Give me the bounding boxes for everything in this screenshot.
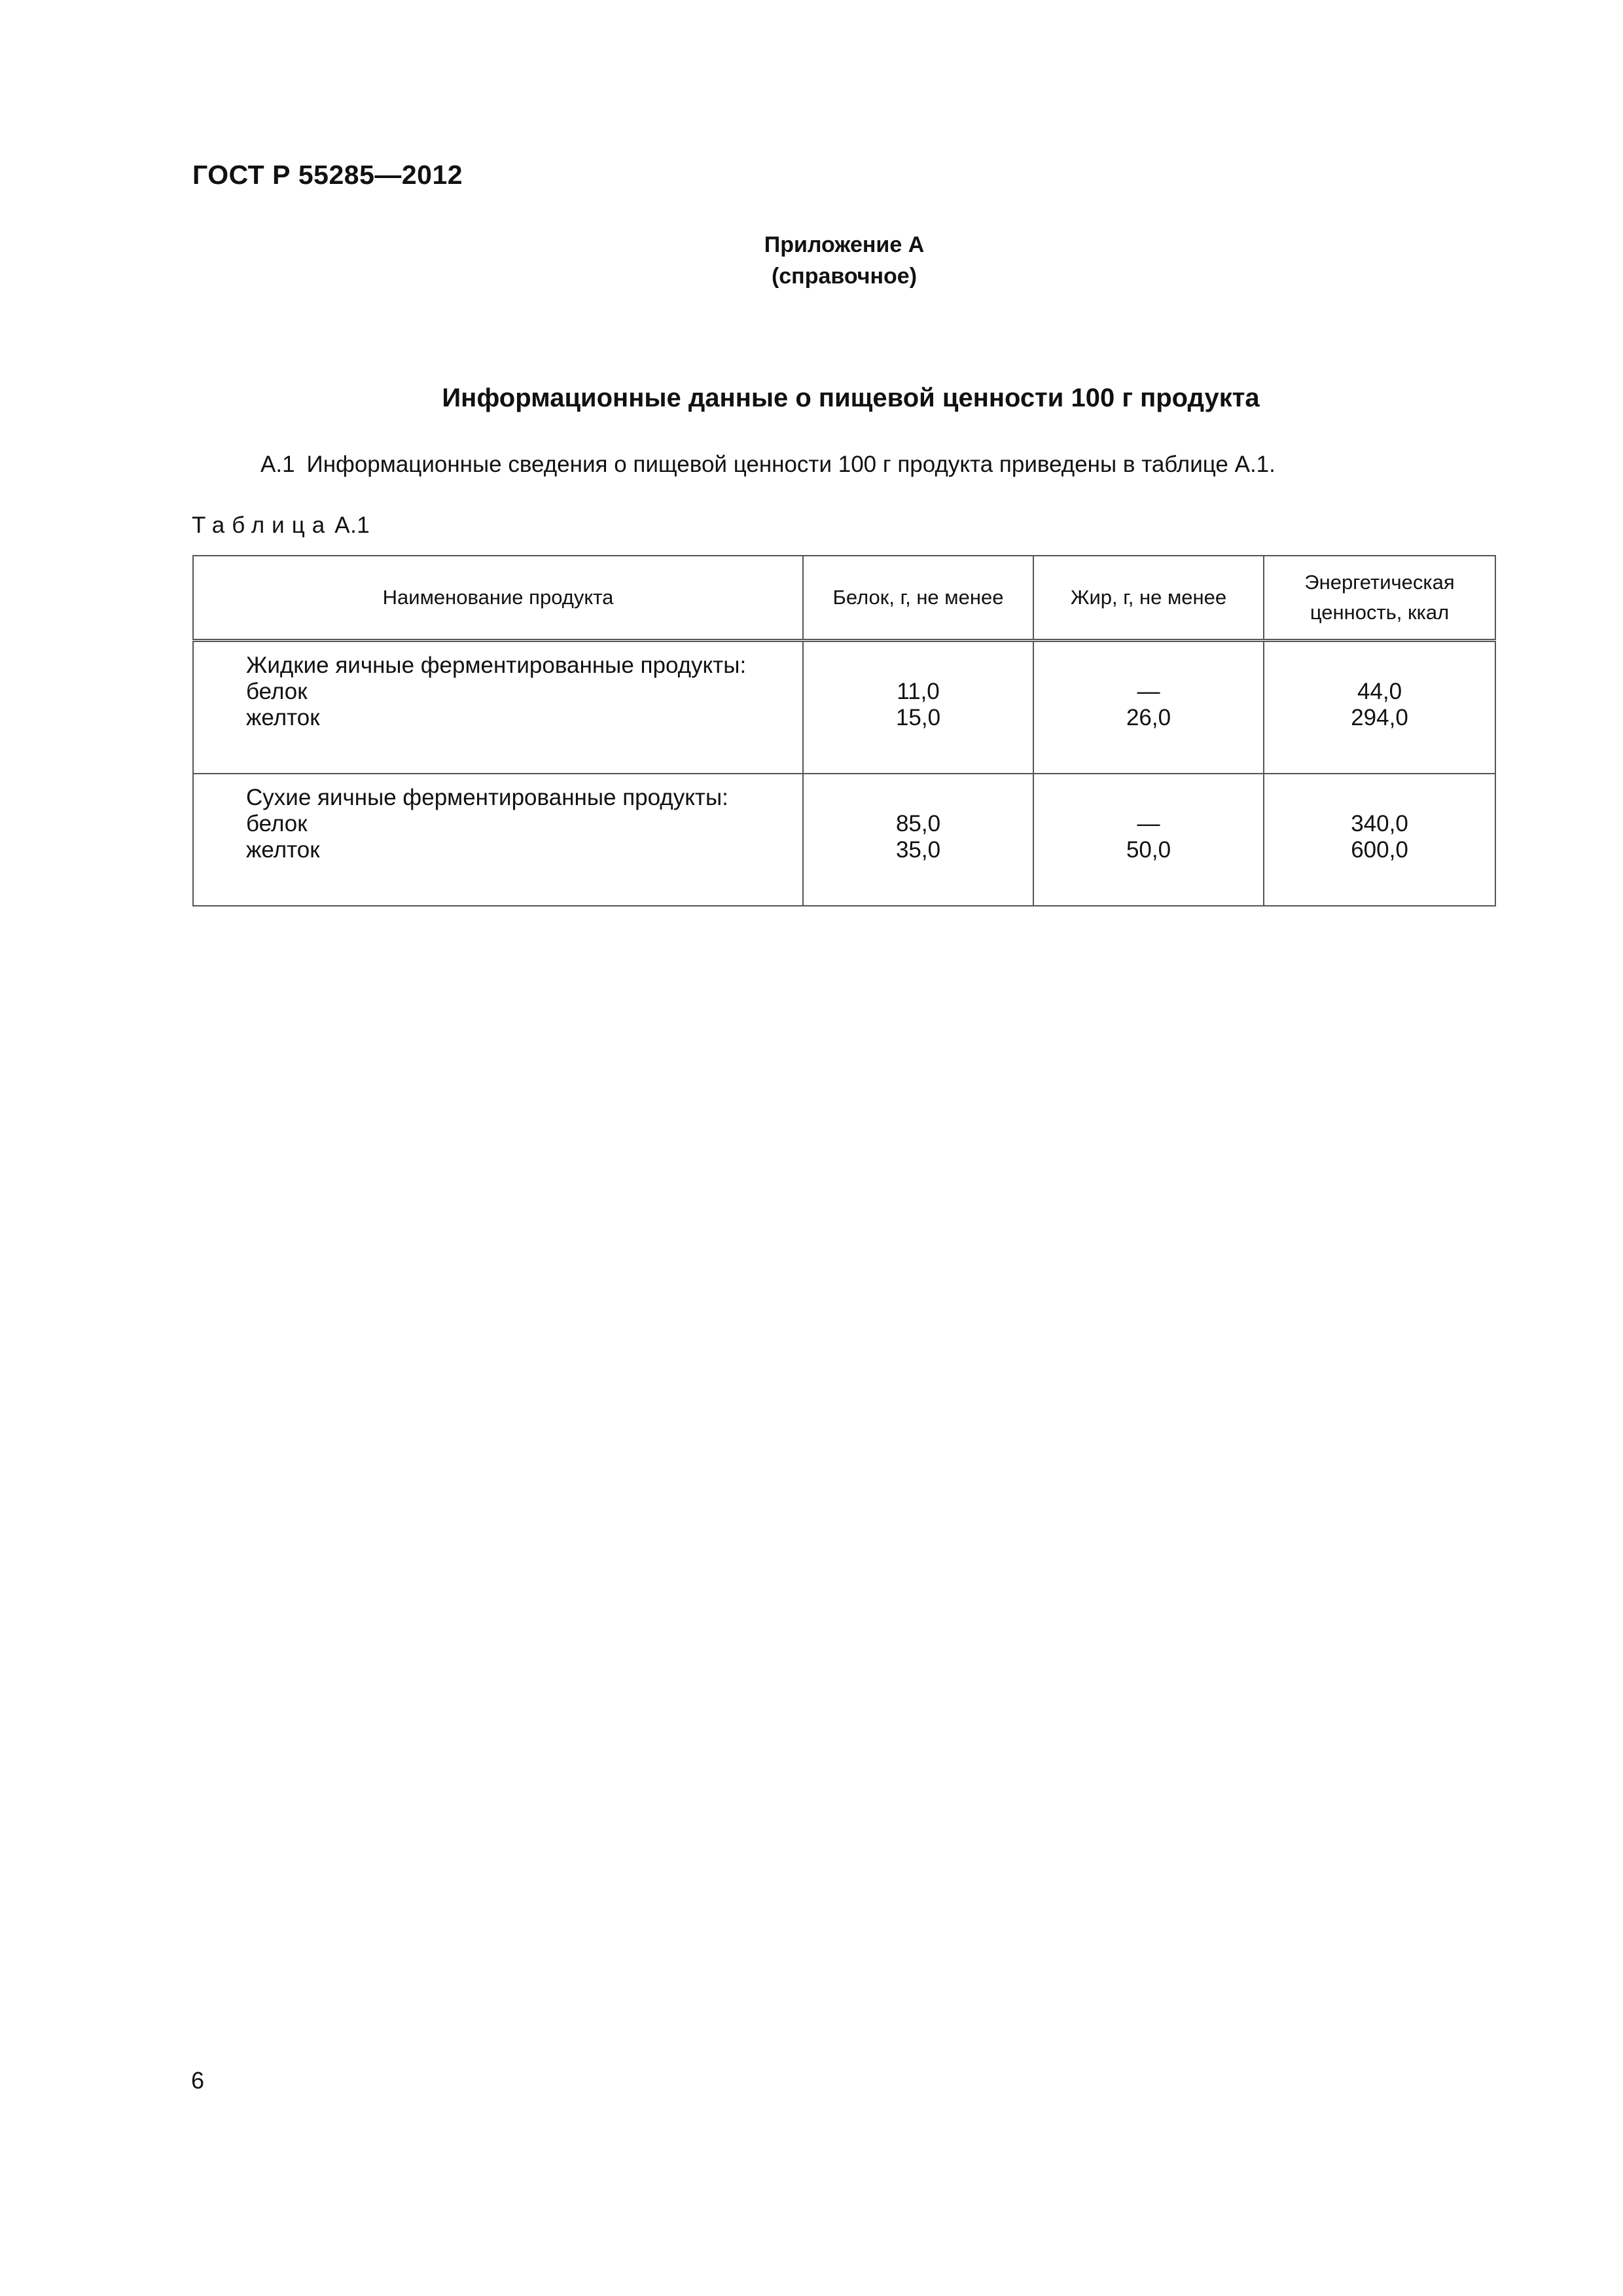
column-header-product: Наименование продукта [193, 556, 803, 641]
fat-value: — [1137, 811, 1160, 836]
column-header-energy: Энергетическая ценность, ккал [1264, 556, 1495, 641]
energy-cell [1264, 641, 1495, 774]
clause-text: Информационные сведения о пищевой ценности 100 г продукта приведены в таблице А.1. [306, 452, 1275, 477]
item-name: желток [246, 837, 320, 863]
protein-value: 35,0 [895, 837, 941, 863]
column-header-protein: Белок, г, не менее [803, 556, 1033, 641]
group-name: Жидкие яичные ферментированные продукты: [246, 653, 747, 678]
fat-value: 50,0 [1126, 837, 1171, 863]
fat-value: 26,0 [1126, 705, 1171, 730]
document-code: ГОСТ Р 55285—2012 [192, 160, 463, 190]
item-name: желток [246, 705, 320, 730]
energy-value: 600,0 [1351, 837, 1408, 863]
energy-cell [1264, 774, 1495, 906]
product-cell [193, 641, 803, 774]
protein-cell [803, 774, 1033, 906]
protein-value: 11,0 [897, 679, 940, 704]
energy-value: 44,0 [1357, 679, 1402, 704]
table-row-liquid [193, 641, 1495, 774]
energy-value: 340,0 [1351, 811, 1408, 836]
energy-value: 294,0 [1351, 705, 1408, 730]
product-cell [193, 774, 803, 906]
fat-value: — [1137, 679, 1160, 704]
table-caption [192, 512, 370, 539]
table-caption-word: Таблица [192, 512, 332, 538]
appendix-title: Приложение А [764, 232, 925, 257]
table-row-dry [193, 774, 1495, 906]
column-header-fat: Жир, г, не менее [1033, 556, 1264, 641]
protein-cell [803, 641, 1033, 774]
table-header-row [193, 556, 1495, 641]
item-name: белок [246, 679, 308, 704]
group-name: Сухие яичные ферментированные продукты: [246, 785, 728, 810]
protein-value: 15,0 [895, 705, 941, 730]
appendix-status: (справочное) [771, 264, 918, 289]
fat-cell [1033, 641, 1264, 774]
table-caption-number: А.1 [334, 512, 370, 538]
fat-cell [1033, 774, 1264, 906]
page-number: 6 [191, 2067, 205, 2094]
protein-value: 85,0 [895, 811, 941, 836]
clause-a1 [260, 452, 1275, 478]
nutrition-table [192, 555, 1496, 906]
item-name: белок [246, 811, 308, 836]
clause-number: А.1 [260, 452, 295, 477]
appendix-heading: Информационные данные о пищевой ценности 100 г продукта [442, 384, 1260, 412]
